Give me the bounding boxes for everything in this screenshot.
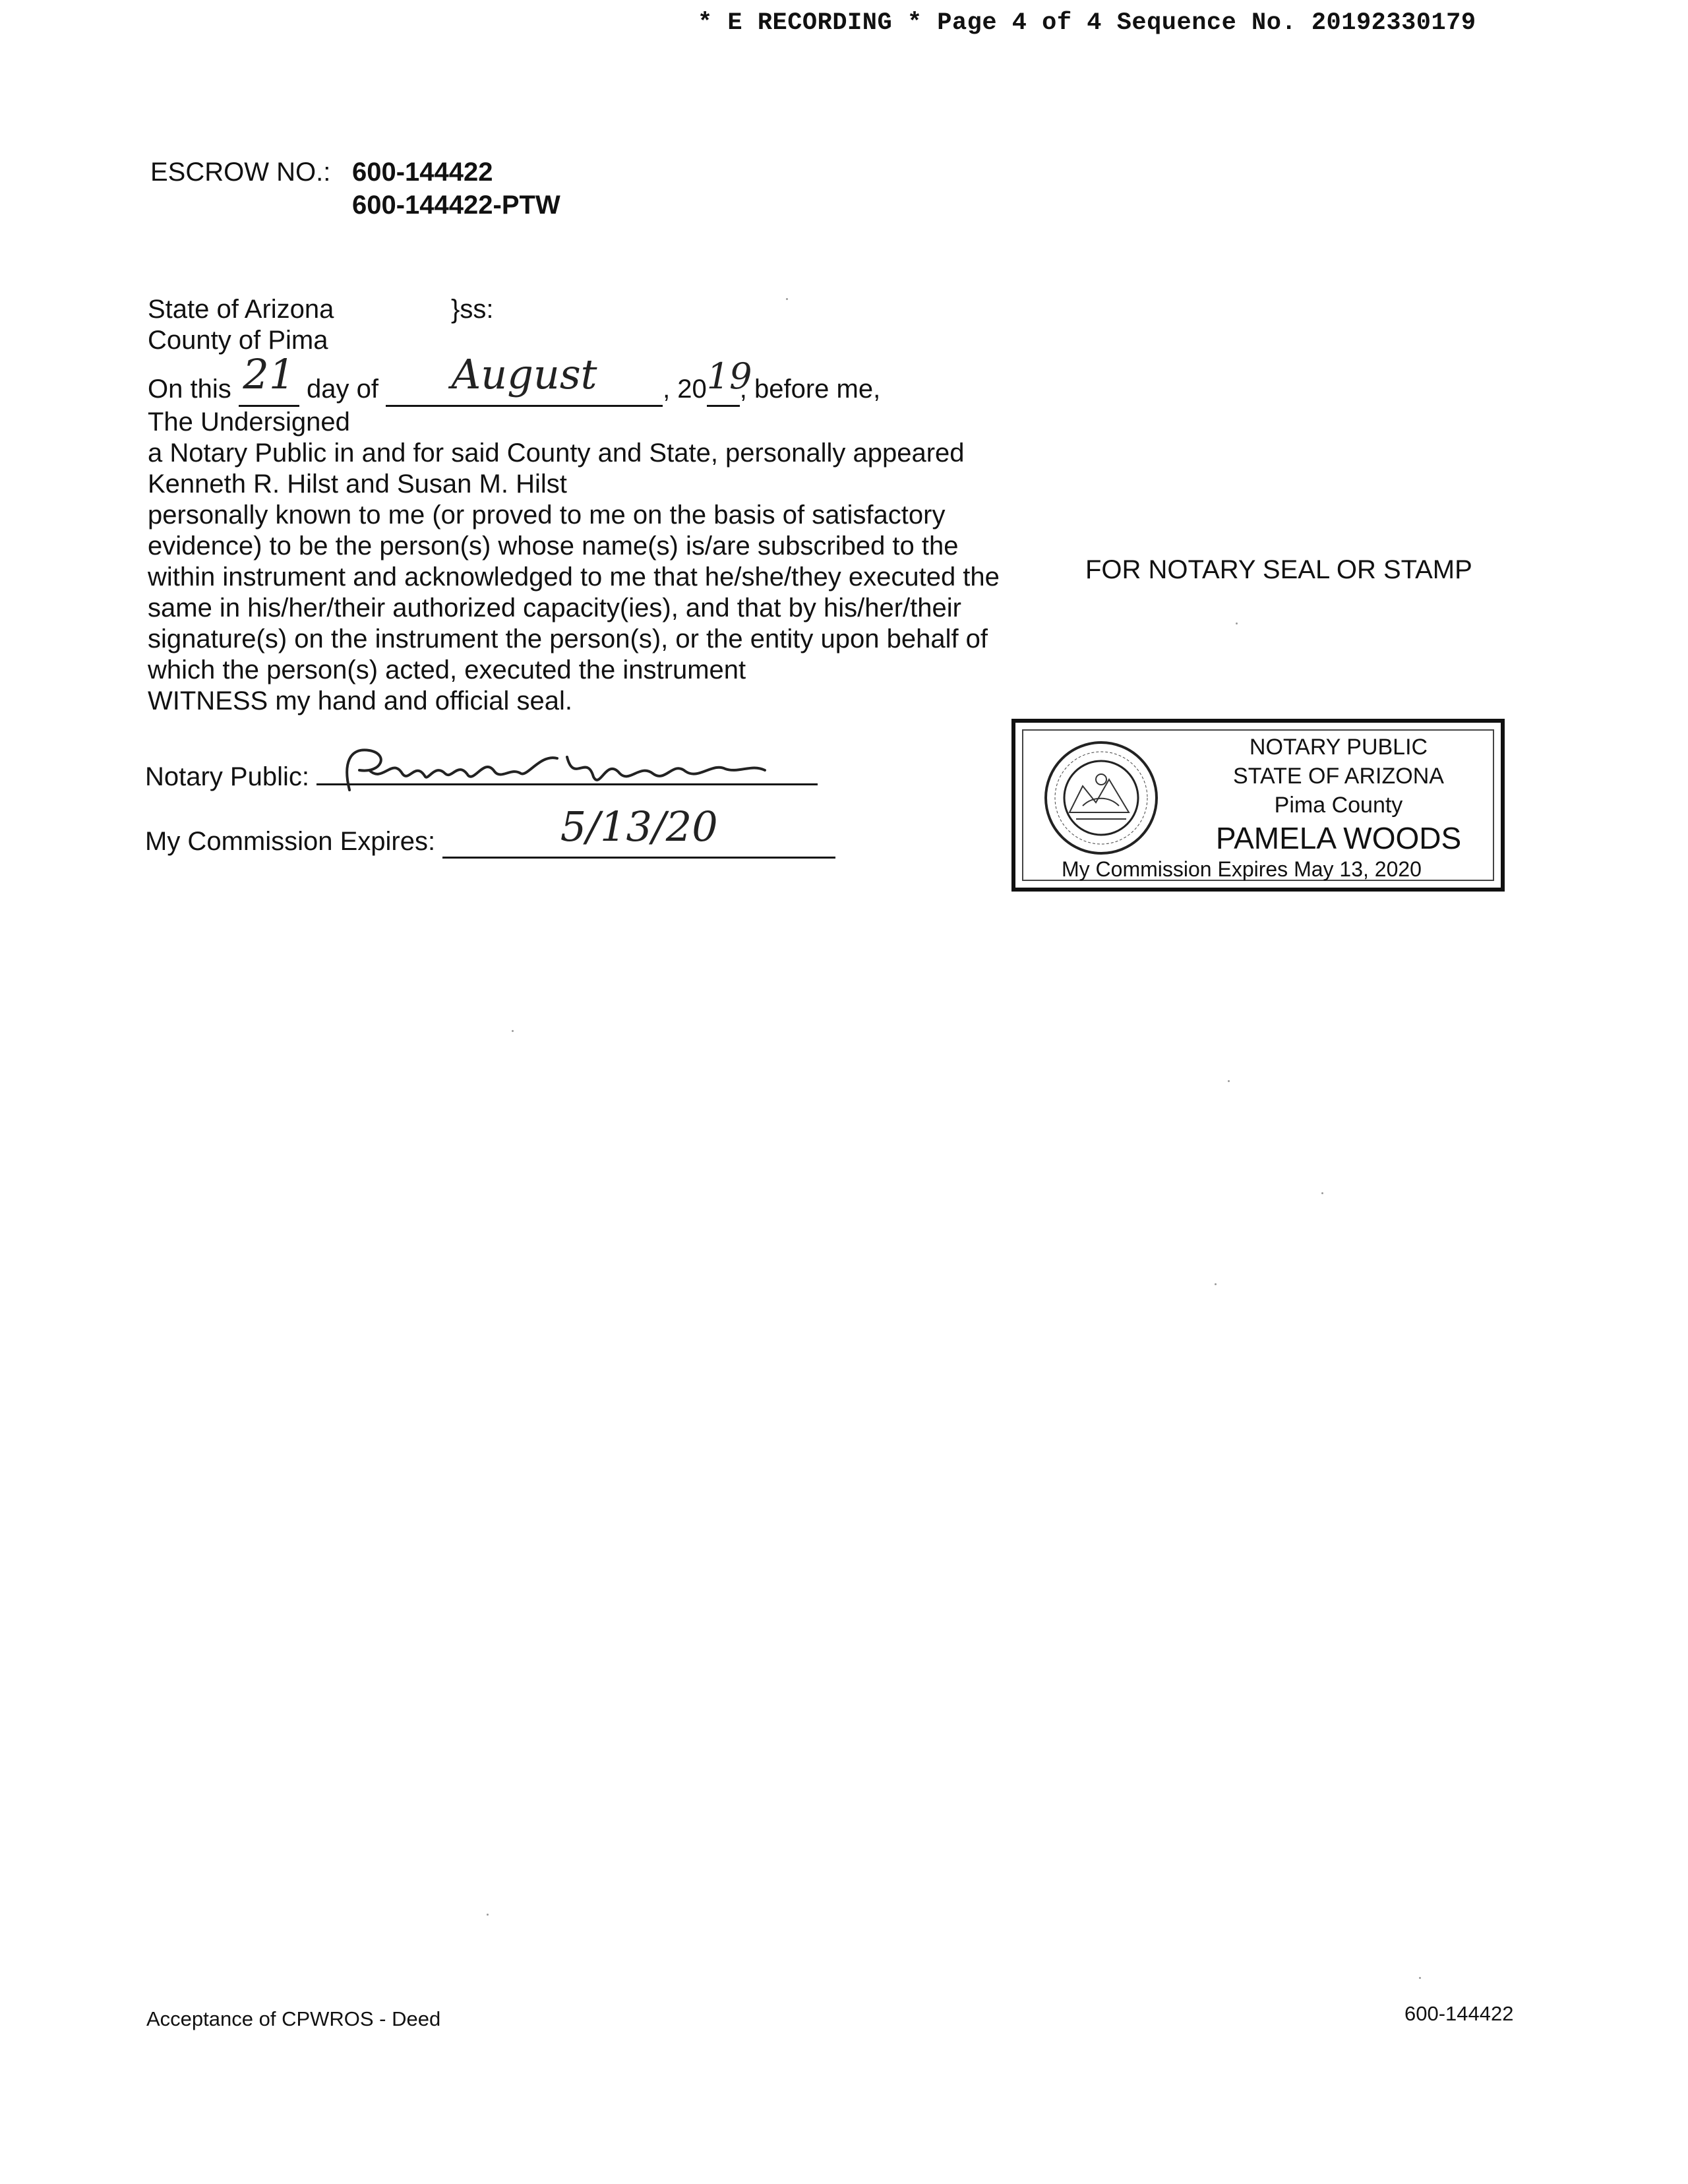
- scan-speck: [1228, 1080, 1230, 1082]
- footer-document-title: Acceptance of CPWROS - Deed: [146, 2007, 441, 2030]
- acknowledgment-block: [148, 294, 1044, 717]
- scan-speck: [1419, 1977, 1421, 1979]
- signers-names: Kenneth R. Hilst and Susan M. Hilst: [148, 470, 567, 499]
- day-handwritten: 21: [243, 350, 295, 398]
- ack-text-5: signature(s) on the instrument the person(s), or the entity upon behalf of: [148, 624, 988, 653]
- notary-signature-row: [145, 762, 818, 792]
- scan-speck: [1321, 1192, 1323, 1194]
- day-of-label: day of: [306, 375, 378, 404]
- stamp-title: NOTARY PUBLIC: [1249, 735, 1428, 760]
- stamp-state: STATE OF ARIZONA: [1233, 764, 1444, 789]
- commission-label: My Commission Expires:: [145, 827, 436, 856]
- ack-text-2: evidence) to be the person(s) whose name(s) is/are subscribed to the: [148, 531, 959, 561]
- footer-escrow-number: 600-144422: [1404, 2002, 1514, 2025]
- day-field: [239, 350, 299, 407]
- stamp-expiration: My Commission Expires May 13, 2020: [1062, 857, 1422, 881]
- venue-state: State of Arizona: [148, 295, 334, 324]
- notary-line: a Notary Public in and for said County and State, personally appeared: [148, 439, 965, 468]
- scan-speck: [1215, 1283, 1217, 1285]
- stamp-notary-name: PAMELA WOODS: [1215, 821, 1462, 855]
- before-me-label: , before me,: [739, 375, 881, 404]
- ack-text-1: personally known to me (or proved to me on the basis of satisfactory: [148, 501, 946, 530]
- scan-speck: [512, 1030, 514, 1032]
- officer-name: The Undersigned: [148, 408, 350, 437]
- month-handwritten: August: [451, 350, 597, 398]
- notary-seal-label: FOR NOTARY SEAL OR STAMP: [1085, 555, 1472, 584]
- state-seal-icon: [1043, 740, 1159, 856]
- notary-public-label: Notary Public:: [145, 762, 309, 791]
- scan-speck: [487, 1914, 489, 1916]
- notary-signature-image: [330, 744, 791, 797]
- notary-stamp: [1011, 719, 1505, 892]
- commission-handwritten: 5/13/20: [560, 803, 718, 851]
- stamp-county: Pima County: [1274, 793, 1403, 818]
- escrow-number: 600-144422: [352, 158, 493, 187]
- notary-signature-field: [316, 783, 818, 785]
- commission-field: [442, 803, 835, 859]
- on-this-label: On this: [148, 375, 231, 404]
- venue-ss: }ss:: [451, 295, 494, 324]
- recording-header: * E RECORDING * Page 4 of 4 Sequence No. 20192330179: [698, 9, 1476, 37]
- witness-line: WITNESS my hand and official seal.: [148, 686, 572, 715]
- month-field: [386, 350, 663, 407]
- year-field: [706, 355, 752, 407]
- scan-speck: [786, 298, 788, 300]
- escrow-block: [150, 156, 560, 222]
- year-handwritten: 19: [706, 355, 752, 397]
- scan-speck: [1236, 622, 1238, 624]
- commission-row: [145, 803, 835, 859]
- ack-text-6: which the person(s) acted, executed the instrument: [148, 655, 746, 684]
- ack-text-4: same in his/her/their authorized capacity(ies), and that by his/her/their: [148, 593, 961, 622]
- year-prefix: , 20: [663, 375, 707, 404]
- venue-county: County of Pima: [148, 326, 328, 355]
- escrow-label: ESCROW NO.:: [150, 158, 331, 187]
- escrow-number-ptw: 600-144422-PTW: [352, 191, 560, 220]
- ack-text-3: within instrument and acknowledged to me that he/she/they executed the: [148, 562, 1000, 592]
